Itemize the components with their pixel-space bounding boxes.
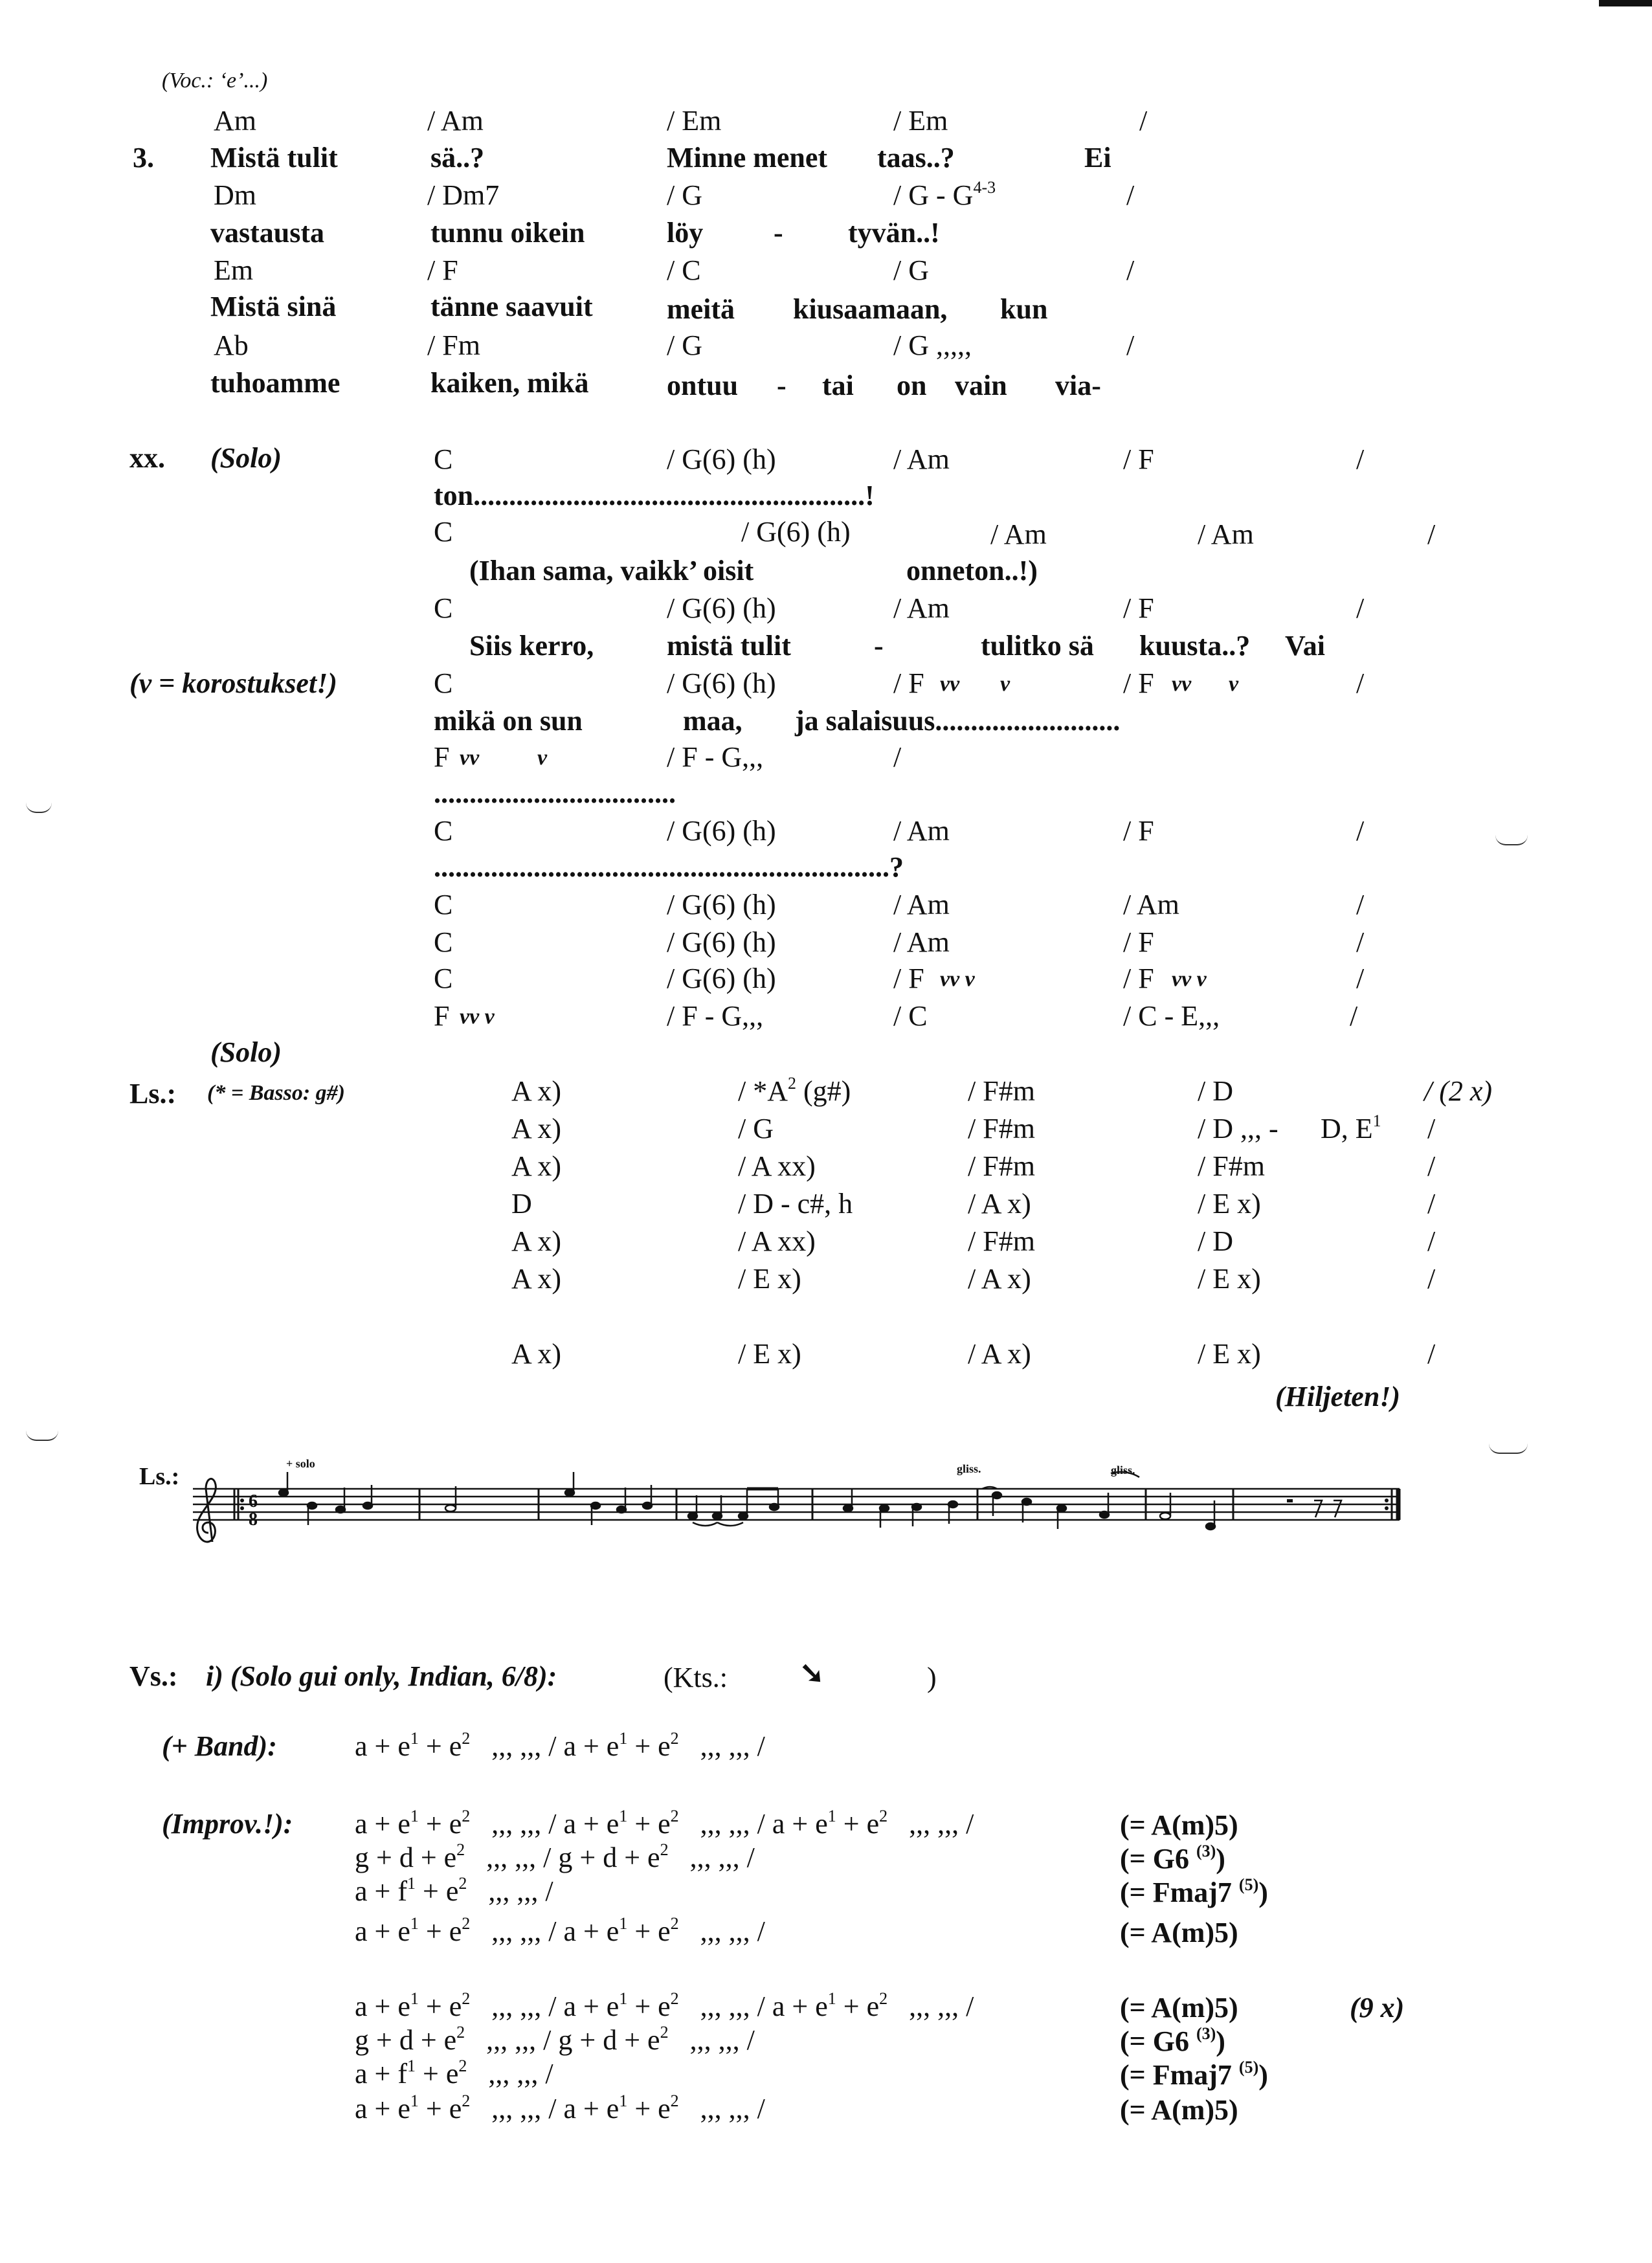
superscript: 1 xyxy=(407,1874,416,1893)
notes: a + f xyxy=(355,1875,407,1907)
notes: + e xyxy=(418,2093,462,2124)
chord: / Am xyxy=(893,889,950,920)
chord: A x) xyxy=(511,1150,561,1182)
chord: / F#m xyxy=(968,1075,1035,1107)
chord xyxy=(738,1074,851,1107)
chord: A x) xyxy=(511,1263,561,1295)
pattern-line xyxy=(355,1807,974,1840)
notes: + e xyxy=(627,1915,671,1947)
superscript: 1 xyxy=(619,1729,628,1748)
bar-line: / xyxy=(1126,329,1135,361)
superscript: 2 xyxy=(879,1807,888,1825)
notes: + e xyxy=(627,1990,671,2022)
pattern-line xyxy=(355,2057,553,2090)
gliss-mark: gliss. xyxy=(1111,1464,1135,1477)
chord: / F xyxy=(427,254,458,286)
superscript: 2 xyxy=(670,1914,679,1933)
chord: / F xyxy=(1123,443,1154,475)
superscript: 1 xyxy=(410,1914,419,1933)
repeat-mark: / (2 x) xyxy=(1424,1075,1493,1107)
chord: F xyxy=(434,741,450,773)
superscript: 2 xyxy=(879,1989,888,2008)
chord xyxy=(893,178,996,211)
lyric: onneton..!) xyxy=(906,555,1038,586)
section-label: Vs.: xyxy=(129,1660,178,1692)
chord-name: (= Fmaj7 xyxy=(1120,2059,1232,2091)
chord: / G(6) (h) xyxy=(667,592,776,624)
notes: + e xyxy=(836,1990,880,2022)
paren: ) xyxy=(1216,2025,1225,2057)
lyric: Vai xyxy=(1285,630,1325,662)
chord: C xyxy=(434,443,453,475)
superscript: 1 xyxy=(827,1989,836,2008)
lyric-hyphen: - xyxy=(874,630,884,662)
superscript: 1 xyxy=(407,2057,416,2075)
chord: D, E xyxy=(1321,1113,1373,1144)
chord-equivalent xyxy=(1120,1842,1225,1875)
chord: / F xyxy=(1123,963,1154,994)
notes: + e xyxy=(627,1808,671,1840)
chord-equivalent: (= A(m)5) xyxy=(1120,2094,1238,2126)
chord: / Fm xyxy=(427,329,480,361)
superscript: 2 xyxy=(660,2023,669,2042)
reference-note: (Kts.: xyxy=(664,1662,728,1693)
superscript: 1 xyxy=(410,2091,419,2110)
chord: / D ,,, - xyxy=(1198,1113,1278,1144)
lyric: tulitko sä xyxy=(981,630,1094,662)
lyric: ................................................................? xyxy=(434,851,904,883)
notes: + e xyxy=(836,1808,880,1840)
lyric: mikä on sun xyxy=(434,705,583,737)
section-number: xx. xyxy=(129,442,165,474)
superscript: 2 xyxy=(462,1989,471,2008)
lyric-hyphen: - xyxy=(777,370,787,401)
chord: Ab xyxy=(214,329,249,361)
chord: / G(6) (h) xyxy=(741,516,851,548)
lyric: (Ihan sama, vaikk’ oisit xyxy=(469,555,754,586)
repeat-mark: (9 x) xyxy=(1350,1992,1405,2023)
chord-equivalent xyxy=(1120,2058,1268,2091)
band-label: (+ Band): xyxy=(162,1730,277,1762)
chord-superscript: 4-3 xyxy=(973,178,996,197)
commas: ,,, ,,, / xyxy=(700,1915,765,1947)
commas: ,,, ,,, / xyxy=(909,1808,974,1840)
commas: ,,, ,,, / xyxy=(700,1808,772,1840)
superscript: 2 xyxy=(462,1914,471,1933)
notes: g + d + e xyxy=(355,2024,457,2056)
chord: / F - G,,, xyxy=(667,741,764,773)
notes: g + d + e xyxy=(558,1842,660,1873)
reference-note-close: ) xyxy=(927,1662,937,1693)
bar-line: / xyxy=(1427,1225,1436,1257)
chord-name: (= G6 xyxy=(1120,2025,1189,2057)
commas: ,,, ,,, / xyxy=(700,1990,772,2022)
bar-line: / xyxy=(1356,889,1365,920)
accent-mark: v xyxy=(1229,672,1239,696)
chord: Em xyxy=(214,254,254,286)
commas: ,,, ,,, / xyxy=(486,2024,559,2056)
bar-line: / xyxy=(1356,667,1365,699)
chord-equivalent: (= A(m)5) xyxy=(1120,1992,1238,2023)
chord: / E x) xyxy=(1198,1263,1261,1295)
notes: a + e xyxy=(355,1808,410,1840)
chord: / Dm7 xyxy=(427,179,500,211)
chord: D xyxy=(511,1188,532,1220)
scan-edge-mark xyxy=(1599,0,1652,6)
pattern-line xyxy=(355,2023,755,2056)
chord: / E x) xyxy=(1198,1338,1261,1370)
superscript: 2 xyxy=(670,1989,679,2008)
section-label: Ls.: xyxy=(129,1078,177,1109)
treble-clef-icon xyxy=(197,1479,216,1542)
notes: a + e xyxy=(563,1915,620,1947)
lyric: tai xyxy=(822,370,854,401)
commas: ,,, ,,, / xyxy=(689,1842,755,1873)
accent-mark: vv xyxy=(940,672,960,696)
notes: a + e xyxy=(772,1808,828,1840)
chord: / D xyxy=(1198,1075,1233,1107)
arrow-down-right-icon: ➘ xyxy=(799,1656,825,1689)
chord: / Am xyxy=(990,518,1047,550)
hole-punch-mark xyxy=(1495,835,1528,845)
accent-mark: vv v xyxy=(460,1005,495,1029)
notes: a + e xyxy=(563,2093,620,2124)
paren: ) xyxy=(1258,1877,1268,1908)
chord: / Am xyxy=(893,443,950,475)
pattern-line xyxy=(355,1874,553,1907)
notes: + e xyxy=(418,1915,462,1947)
notes: a + e xyxy=(563,1730,620,1762)
bar-line: / xyxy=(1139,105,1148,137)
accent-mark: vv xyxy=(1172,672,1192,696)
chord: / C xyxy=(667,254,701,286)
time-signature-bottom: 8 xyxy=(249,1510,258,1530)
chord: / F xyxy=(1123,592,1154,624)
lyric: taas..? xyxy=(877,142,955,173)
solo-mark: + solo xyxy=(286,1457,315,1470)
pattern-line xyxy=(355,1989,974,2022)
lyric: kaiken, mikä xyxy=(430,367,589,399)
chord: / E x) xyxy=(1198,1188,1261,1220)
bar-line: / xyxy=(893,741,902,773)
chord: F xyxy=(434,1000,450,1032)
lyric: tänne saavuit xyxy=(430,291,593,322)
chord: / G(6) (h) xyxy=(667,926,776,958)
bar-line: / xyxy=(1427,1150,1436,1182)
lyric: ton.......................................................! xyxy=(434,480,875,511)
chord: / E x) xyxy=(738,1263,801,1295)
chord: / F#m xyxy=(1198,1150,1265,1182)
pattern-line xyxy=(355,1840,755,1873)
chord: / F#m xyxy=(968,1113,1035,1144)
chord: A x) xyxy=(511,1225,561,1257)
chord: / Am xyxy=(427,105,484,137)
bar-line: / xyxy=(1126,179,1135,211)
paren: ) xyxy=(1258,2059,1268,2091)
commas: ,,, ,,, / xyxy=(689,2024,755,2056)
chord-bass: (g#) xyxy=(803,1075,851,1107)
notes: + e xyxy=(418,1990,462,2022)
bar-line: / xyxy=(1356,815,1365,847)
lyric: Mistä tulit xyxy=(210,142,338,173)
notes: + e xyxy=(416,1875,459,1907)
accent-note: (v = korostukset!) xyxy=(129,667,337,699)
superscript: 2 xyxy=(456,1840,465,1859)
superscript: 2 xyxy=(670,2091,679,2110)
superscript: (3) xyxy=(1196,1842,1216,1860)
notes: a + e xyxy=(355,2093,410,2124)
commas: ,,, ,,, / xyxy=(700,1730,765,1762)
solo-note: (Solo) xyxy=(210,442,282,474)
commas: ,,, ,,, / xyxy=(488,1875,553,1907)
chord: / G xyxy=(667,179,702,211)
accent-mark: v xyxy=(537,746,548,770)
chord: / Em xyxy=(893,105,948,137)
chord: / G(6) (h) xyxy=(667,443,776,475)
chord: / F#m xyxy=(968,1150,1035,1182)
chord: / E x) xyxy=(738,1338,801,1370)
chord: / G xyxy=(893,254,929,286)
lyric: .................................. xyxy=(434,777,676,809)
lyric: mistä tulit xyxy=(667,630,791,662)
superscript: 2 xyxy=(670,1807,679,1825)
chord-superscript: 1 xyxy=(1372,1111,1381,1130)
superscript: 2 xyxy=(458,1874,467,1893)
superscript: 1 xyxy=(827,1807,836,1825)
bar-line: / xyxy=(1427,1113,1436,1144)
superscript: 2 xyxy=(462,1807,471,1825)
superscript: 1 xyxy=(619,1807,628,1825)
chord: A x) xyxy=(511,1075,561,1107)
bar-line: / xyxy=(1356,963,1365,994)
lyric: kuusta..? xyxy=(1139,630,1251,662)
accent-mark: v xyxy=(1000,672,1010,696)
notes: + e xyxy=(418,1808,462,1840)
time-signature-top: 6 xyxy=(249,1491,258,1511)
chord-superscript: 2 xyxy=(788,1074,796,1093)
bar-line: / xyxy=(1427,518,1436,550)
superscript: 1 xyxy=(619,1914,628,1933)
staff-label: Ls.: xyxy=(139,1463,180,1490)
notes: a + e xyxy=(772,1990,828,2022)
bar-line: / xyxy=(1427,1338,1436,1370)
superscript: 2 xyxy=(456,2023,465,2042)
chord-name: (= G6 xyxy=(1120,1843,1189,1875)
chord: / F xyxy=(1123,815,1154,847)
bar-line: / xyxy=(1356,926,1365,958)
chord: / G(6) (h) xyxy=(667,667,776,699)
pattern-line xyxy=(355,1914,765,1947)
chord: C xyxy=(434,592,453,624)
superscript: 1 xyxy=(410,1729,419,1748)
pattern-line xyxy=(355,1729,765,1762)
lyric: maa, xyxy=(683,705,742,737)
chord-equivalent xyxy=(1120,2024,1225,2057)
chord: / A x) xyxy=(968,1263,1031,1295)
lyric-hyphen: - xyxy=(774,217,783,249)
lyric: tuhoamme xyxy=(210,367,340,399)
chord-equivalent: (= A(m)5) xyxy=(1120,1917,1238,1948)
commas: ,,, ,,, / xyxy=(488,2058,553,2090)
lyric: tunnu oikein xyxy=(430,217,585,249)
commas: ,,, ,,, / xyxy=(486,1842,559,1873)
lyric: ja salaisuus.......................... xyxy=(795,705,1121,737)
chord: / F xyxy=(893,667,924,699)
chord: C xyxy=(434,516,453,548)
superscript: 2 xyxy=(670,1729,679,1748)
superscript: 2 xyxy=(462,1729,471,1748)
superscript: 2 xyxy=(458,2057,467,2075)
notes: + e xyxy=(416,2058,459,2090)
commas: ,,, ,,, / xyxy=(700,2093,765,2124)
notes: g + d + e xyxy=(355,1842,457,1873)
notes: a + e xyxy=(355,1990,410,2022)
notes: + e xyxy=(627,1730,671,1762)
superscript: 2 xyxy=(462,2091,471,2110)
chord: / F xyxy=(1123,667,1154,699)
lyric: vastausta xyxy=(210,217,325,249)
lyric: Ei xyxy=(1084,142,1111,173)
notes: + e xyxy=(418,1730,462,1762)
commas: ,,, ,,, / xyxy=(491,1915,564,1947)
chord: Am xyxy=(214,105,256,137)
bar-line: / xyxy=(1427,1188,1436,1220)
chord: / D xyxy=(1198,1225,1233,1257)
hole-punch-mark xyxy=(1489,1444,1528,1454)
superscript: 1 xyxy=(619,1989,628,2008)
section-title: i) (Solo gui only, Indian, 6/8): xyxy=(206,1660,557,1692)
chord: / D - c#, h xyxy=(738,1188,853,1220)
commas: ,,, ,,, / xyxy=(491,1730,564,1762)
hole-punch-mark xyxy=(26,1431,58,1441)
commas: ,,, ,,, / xyxy=(491,2093,564,2124)
chord: C xyxy=(434,815,453,847)
chord xyxy=(1321,1111,1381,1144)
superscript: 1 xyxy=(410,1807,419,1825)
lyric: Mistä sinä xyxy=(210,291,337,322)
notes: a + e xyxy=(563,1990,620,2022)
voc-note: (Voc.: ‘e’...) xyxy=(162,69,268,93)
lyric: kun xyxy=(1000,293,1048,325)
notes: a + e xyxy=(355,1915,410,1947)
superscript: (3) xyxy=(1196,2024,1216,2043)
chord: / F#m xyxy=(968,1225,1035,1257)
superscript: (5) xyxy=(1238,2058,1259,2077)
lyric: meitä xyxy=(667,293,735,325)
notes: a + f xyxy=(355,2058,407,2090)
solo-note: (Solo) xyxy=(210,1036,282,1068)
chord-equivalent: (= A(m)5) xyxy=(1120,1809,1238,1841)
bar-line: / xyxy=(1427,1263,1436,1295)
accent-mark: vv v xyxy=(1172,967,1207,991)
commas: ,,, ,,, / xyxy=(491,1808,564,1840)
notes: a + e xyxy=(563,1808,620,1840)
chord: / G xyxy=(738,1113,774,1144)
pattern-line xyxy=(355,2091,765,2124)
chord: / *A xyxy=(738,1075,788,1107)
basso-note: (* = Basso: g#) xyxy=(207,1081,345,1105)
chord: / Em xyxy=(667,105,722,137)
chord: / G(6) (h) xyxy=(667,815,776,847)
commas: ,,, ,,, / xyxy=(909,1990,974,2022)
bar-line: / xyxy=(1356,592,1365,624)
chord-name: (= Fmaj7 xyxy=(1120,1877,1232,1908)
lyric: löy xyxy=(667,217,704,249)
chord: / G(6) (h) xyxy=(667,889,776,920)
paren: ) xyxy=(1216,1843,1225,1875)
lyric: kiusaamaan, xyxy=(793,293,948,325)
superscript: (5) xyxy=(1238,1875,1259,1894)
lyric: sä..? xyxy=(430,142,485,173)
chord: / Am xyxy=(1123,889,1179,920)
chord: / F xyxy=(893,963,924,994)
chord: / G ,,,,, xyxy=(893,329,972,361)
superscript: 1 xyxy=(619,2091,628,2110)
lyric: ontuu xyxy=(667,370,739,401)
chord: C xyxy=(434,667,453,699)
bar-line: / xyxy=(1350,1000,1358,1032)
improv-label: (Improv.!): xyxy=(162,1808,293,1840)
chord: C xyxy=(434,963,453,994)
chord: C xyxy=(434,889,453,920)
lyric: via- xyxy=(1055,370,1101,401)
chord-equivalent xyxy=(1120,1875,1268,1908)
chord: / G(6) (h) xyxy=(667,963,776,994)
chord: / A xx) xyxy=(738,1150,816,1182)
lyric: tyvän..! xyxy=(848,217,940,249)
notes: g + d + e xyxy=(558,2024,660,2056)
notes: a + e xyxy=(355,1730,410,1762)
chord: / A xx) xyxy=(738,1225,816,1257)
chord: / G xyxy=(667,329,702,361)
chord: / F - G,,, xyxy=(667,1000,764,1032)
chord: / Am xyxy=(893,926,950,958)
chord: / G - G xyxy=(893,179,974,211)
accent-mark: vv xyxy=(460,746,480,770)
commas: ,,, ,,, / xyxy=(491,1990,564,2022)
chord: / C xyxy=(893,1000,928,1032)
chord: / F xyxy=(1123,926,1154,958)
superscript: 2 xyxy=(660,1840,669,1859)
superscript: 1 xyxy=(410,1989,419,2008)
verse-number: 3. xyxy=(133,142,154,173)
chord: A x) xyxy=(511,1338,561,1370)
chord: A x) xyxy=(511,1113,561,1144)
chord: / A x) xyxy=(968,1338,1031,1370)
bar-line: / xyxy=(1126,254,1135,286)
chord: / A x) xyxy=(968,1188,1031,1220)
gliss-mark: gliss. xyxy=(957,1462,981,1475)
chord: / Am xyxy=(893,815,950,847)
lyric: vain xyxy=(955,370,1007,401)
lyric: Siis kerro, xyxy=(469,630,594,662)
dynamic-marking: (Hiljeten!) xyxy=(1275,1381,1401,1412)
accent-mark: vv v xyxy=(940,967,975,991)
chord: / Am xyxy=(1198,518,1254,550)
notes: + e xyxy=(627,2093,671,2124)
lyric: on xyxy=(897,370,927,401)
hole-punch-mark xyxy=(26,803,52,813)
chord: Dm xyxy=(214,179,256,211)
chord: / Am xyxy=(893,592,950,624)
chord: / C - E,,, xyxy=(1123,1000,1220,1032)
bar-line: / xyxy=(1356,443,1365,475)
chord: C xyxy=(434,926,453,958)
lyric: Minne menet xyxy=(667,142,828,173)
